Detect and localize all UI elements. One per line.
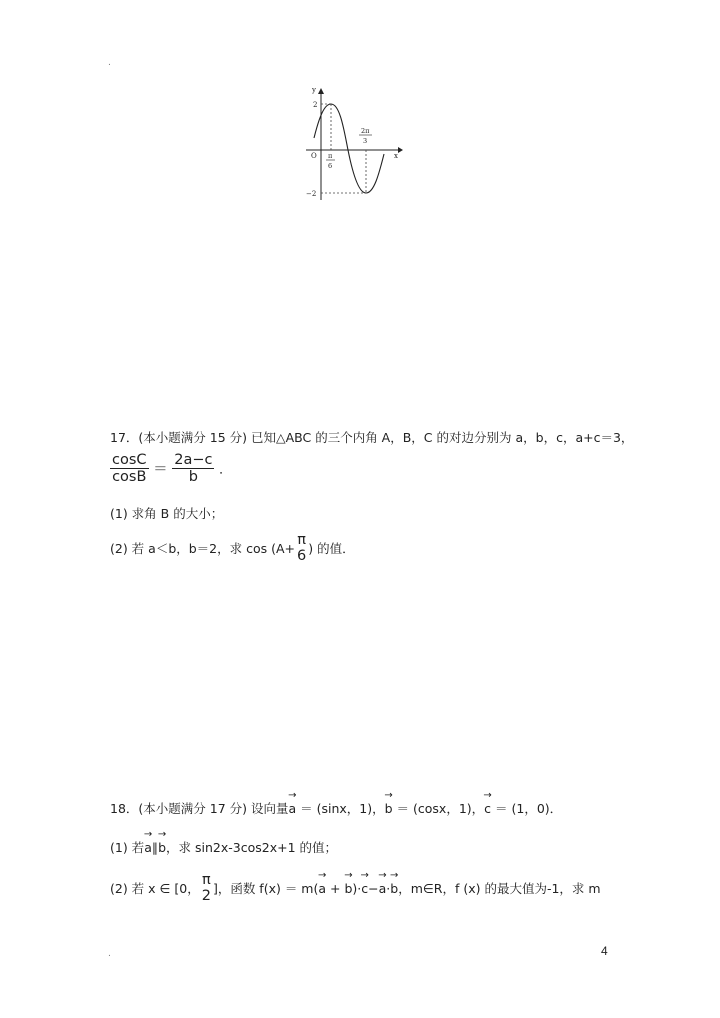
q18-part1-parallel: ∥ xyxy=(151,840,159,855)
vector-a: → a xyxy=(289,801,297,816)
q17-part2-post: ) 的值． xyxy=(308,541,355,556)
q18-stem-pre: 18．(本小题满分 17 分) 设向量 xyxy=(110,801,289,816)
q18-part1-vector-a: → a xyxy=(144,840,152,855)
q18-part2-minus: − xyxy=(368,881,379,896)
q17-period: ． xyxy=(219,461,232,477)
x-tick-pi6-num: π xyxy=(328,152,333,160)
q18-part1-pre: (1) 若 xyxy=(110,840,145,855)
y-min-label: −2 xyxy=(306,190,317,198)
origin-label: O xyxy=(311,152,317,160)
q17-frac-left-num: cosC xyxy=(112,452,147,468)
q18-part1 xyxy=(110,838,337,856)
x-axis-arrow xyxy=(398,147,403,153)
x-tick-2pi3-den: 3 xyxy=(363,137,368,145)
q18-part2-frac-den: 2 xyxy=(201,888,211,904)
q17-frac-right xyxy=(172,452,214,485)
q18-part2-dot2: · xyxy=(386,881,391,896)
q18-part2-vector-a: → a xyxy=(318,881,326,896)
y-axis-arrow xyxy=(318,88,324,94)
q18-part2-rest xyxy=(213,881,601,896)
q18-part2 xyxy=(110,872,601,904)
sine-curve xyxy=(314,104,384,193)
page-number: 4 xyxy=(601,944,608,958)
q17-equals: ＝ xyxy=(153,462,168,478)
vector-a-value: ＝ (sinx，1)， xyxy=(296,801,385,816)
vector-c-value: ＝ (1，0)． xyxy=(491,801,563,816)
q18-part2-vector-c: → c xyxy=(361,881,368,896)
q18-part2-pre: (2) 若 x ∈ [0， xyxy=(110,881,200,896)
q17-frac-right-num: 2a−c xyxy=(174,452,213,468)
y-max-label: 2 xyxy=(313,101,318,109)
bottom-corner-mark: . xyxy=(108,949,111,959)
q18-part2-frac-num: π xyxy=(201,872,211,888)
q17-part2-frac-num: π xyxy=(297,532,307,548)
q17-part1 xyxy=(110,504,223,522)
q18-part2-post: ，m∈R，f (x) 的最大值为-1，求 m xyxy=(398,881,601,896)
q18-part1-post: ，求 sin2x-3cos2x+1 的值； xyxy=(166,840,338,855)
q17-equation xyxy=(110,452,232,485)
y-axis-label: y xyxy=(312,86,316,94)
q17-part2 xyxy=(110,532,355,564)
q17-stem xyxy=(110,428,633,446)
q18-part2-vector-a2: → a xyxy=(379,881,387,896)
q17-frac-left xyxy=(110,452,149,485)
q18-part2-vector-b2: → b xyxy=(390,881,398,896)
vector-c: → c xyxy=(484,801,491,816)
q18-part2-frac xyxy=(200,872,213,904)
q18-part1-vector-b: → b xyxy=(158,840,166,855)
corner-mark: . xyxy=(108,58,111,68)
q18-part2-mid: ]，函数 f(x) ＝ m( xyxy=(212,881,319,896)
q17-part1-text: (1) 求角 B 的大小； xyxy=(110,506,224,521)
x-tick-pi6-den: 6 xyxy=(328,162,333,170)
x-axis-label: x xyxy=(394,152,398,160)
q18-part2-vector-b: → b xyxy=(344,881,352,896)
vector-b: → b xyxy=(385,801,393,816)
q18-part2-dot1: )· xyxy=(352,881,362,896)
q17-part2-frac xyxy=(295,532,308,564)
q17-frac-right-den: b xyxy=(172,468,214,485)
q17-stem-text: 17．(本小题满分 15 分) 已知△ABC 的三个内角 A，B，C 的对边分别为 a，b，c，a+c＝3， xyxy=(110,430,634,445)
x-tick-2pi3-num: 2π xyxy=(361,127,370,135)
sine-graph-figure xyxy=(300,80,410,205)
vector-b-value: ＝ (cosx，1)， xyxy=(392,801,485,816)
q17-part2-frac-den: 6 xyxy=(297,548,307,564)
q17-part2-pre: (2) 若 a＜b，b＝2，求 cos (A+ xyxy=(110,541,296,556)
q17-frac-left-den: cosB xyxy=(110,468,149,485)
q18-stem xyxy=(110,799,562,817)
q18-part2-plus: + xyxy=(326,881,345,896)
